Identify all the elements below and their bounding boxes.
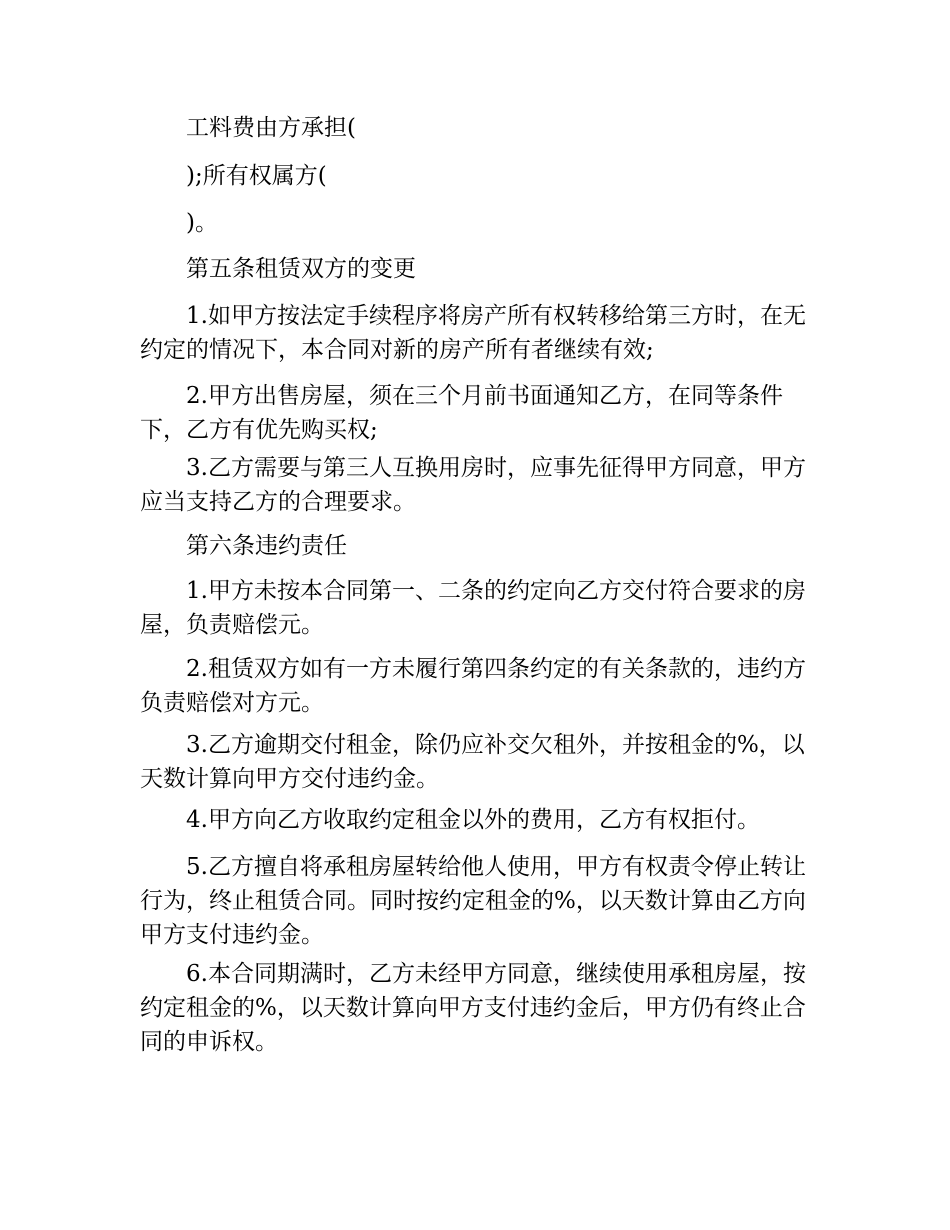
article-6-clause-5: 5.乙方擅自将承租房屋转给他人使用，甲方有权责令停止转让行为，终止租赁合同。同时按约定租金的%，以天数计算由乙方向甲方支付违约金。 [140, 854, 806, 948]
article-5-clause-1: 1.如甲方按法定手续程序将房产所有权转移给第三方时，在无约定的情况下，本合同对新的房产所有者继续有效; [140, 303, 806, 363]
article-6-clause-2: 2.租赁双方如有一方未履行第四条约定的有关条款的，违约方负责赔偿对方元。 [140, 656, 806, 716]
paragraph-closing-bracket: )。 [186, 210, 218, 236]
section-heading-article-6: 第六条违约责任 [186, 533, 347, 559]
article-6-clause-3: 3.乙方逾期交付租金，除仍应补交欠租外，并按租金的%，以天数计算向甲方交付违约金。 [140, 732, 805, 792]
article-6-clause-6: 6.本合同期满时，乙方未经甲方同意，继续使用承租房屋，按约定租金的%，以天数计算向甲方支付违约金后，甲方仍有终止合同的申诉权。 [140, 961, 806, 1055]
article-6-clause-1: 1.甲方未按本合同第一、二条的约定向乙方交付符合要求的房屋，负责赔偿元。 [140, 578, 806, 638]
article-5-clause-2: 2.甲方出售房屋，须在三个月前书面通知乙方，在同等条件下，乙方有优先购买权; [140, 383, 783, 443]
article-6-clause-4: 4.甲方向乙方收取约定租金以外的费用，乙方有权拒付。 [186, 807, 760, 833]
paragraph-ownership: );所有权属方( [186, 163, 327, 189]
section-heading-article-5: 第五条租赁双方的变更 [186, 256, 416, 282]
paragraph-materials-cost: 工料费由方承担( [186, 115, 356, 141]
article-5-clause-3: 3.乙方需要与第三人互换用房时，应事先征得甲方同意，甲方应当支持乙方的合理要求。 [140, 455, 806, 515]
